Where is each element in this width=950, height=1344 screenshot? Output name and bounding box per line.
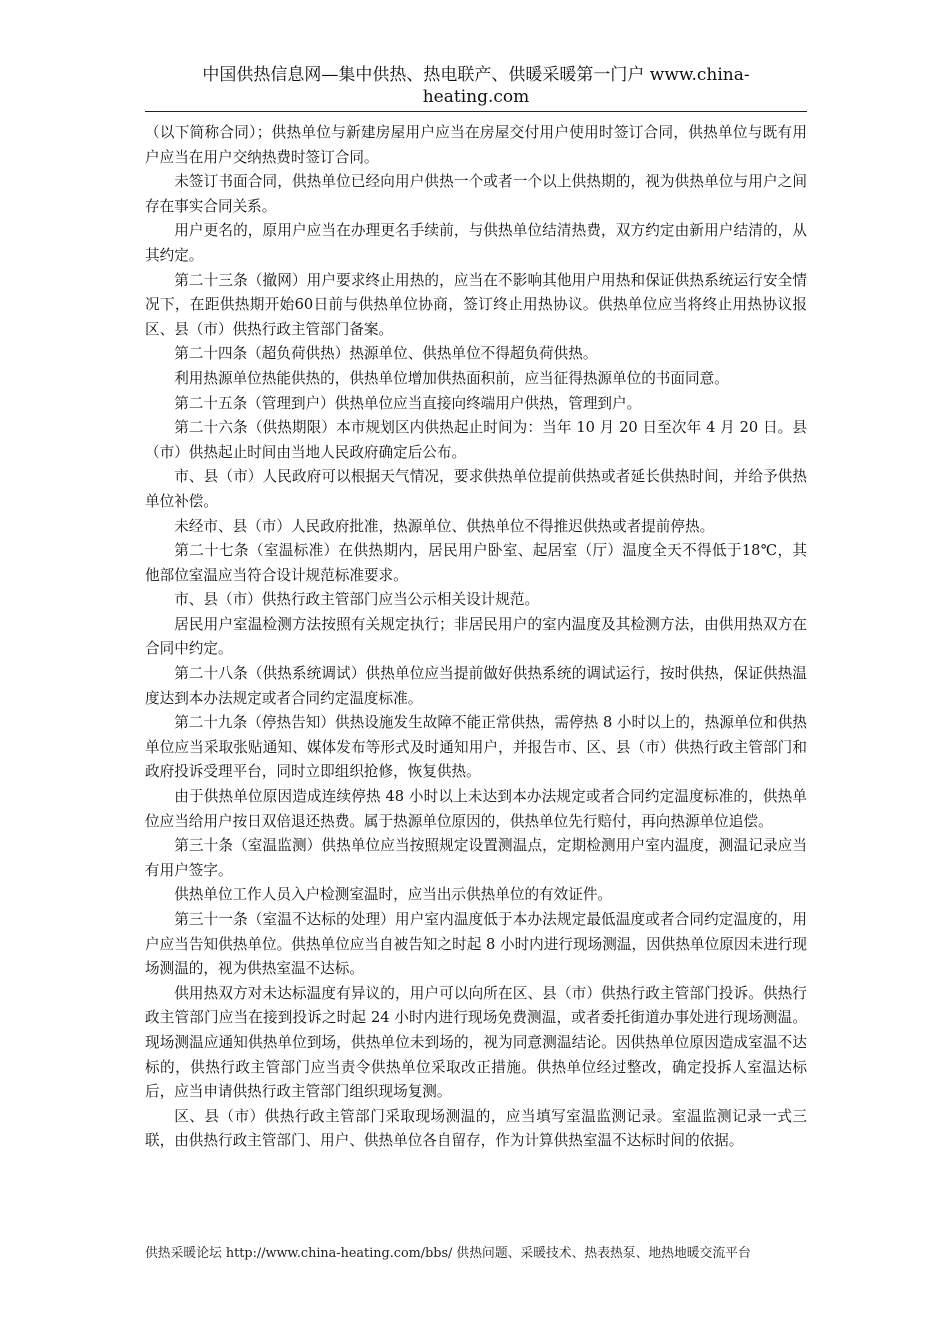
document-body [145, 121, 807, 1154]
article-26: 第二十六条（供热期限）本市规划区内供热起止时间为：当年 10 月 20 日至次年 4 月 20 日。县（市）供热起止时间由当地人民政府确定后公布。 [145, 419, 807, 461]
paragraph: 未经市、县（市）人民政府批准，热源单位、供热单位不得推迟供热或者提前停热。 [174, 517, 715, 535]
header-line-2: heating.com [422, 87, 530, 107]
paragraph: 利用热源单位热能供热的，供热单位增加供热面积前，应当征得热源单位的书面同意。 [174, 369, 729, 387]
page-header [145, 64, 807, 108]
paragraph: 居民用户室温检测方法按照有关规定执行；非居民用户的室内温度及其检测方法，由供用热双方在合同中约定。 [145, 615, 807, 658]
paragraph: 未签订书面合同，供热单位已经向用户供热一个或者一个以上供热期的，视为供热单位与用户之间存在事实合同关系。 [145, 173, 807, 215]
article-29: 第二十九条（停热告知）供热设施发生故障不能正常供热，需停热 8 小时以上的，热源单位和供热单位应当采取张贴通知、媒体发布等形式及时通知用户，并报告市、区、县（市）供热行政主管部门和政府投诉受理平台，同时立即组织抢修，恢复供热。 [145, 714, 807, 781]
paragraph: 区、县（市）供热行政主管部门采取现场测温的，应当填写室温监测记录。室温监测记录一式三联，由供热行政主管部门、用户、供热单位各自留存，作为计算供热室温不达标时间的依据。 [145, 1107, 807, 1150]
article-24: 第二十四条（超负荷供热）热源单位、供热单位不得超负荷供热。 [174, 345, 598, 363]
article-27: 第二十七条（室温标准）在供热期内，居民用户卧室、起居室（厅）温度全天不得低于18℃，其他部位室温应当符合设计规范标准要求。 [145, 542, 807, 584]
article-31: 第三十一条（室温不达标的处理）用户室内温度低于本办法规定最低温度或者合同约定温度的，用户应当告知供热单位。供热单位应当自被告知之时起 8 小时内进行现场测温，因供热单位原因未进行现场测温的，视为供热室温不达标。 [145, 911, 807, 978]
page-footer: 供热采暖论坛 http://www.china-heating.com/bbs/ 供热问题、采暖技术、热表热泵、地热地暖交流平台 [145, 1246, 751, 1261]
paragraph: 供热单位工作人员入户检测室温时，应当出示供热单位的有效证件。 [174, 886, 613, 904]
paragraph: 用户更名的，原用户应当在办理更名手续前，与供热单位结清热费，双方约定由新用户结清的，从其约定。 [145, 222, 807, 264]
header-divider [145, 111, 807, 112]
article-25: 第二十五条（管理到户）供热单位应当直接向终端用户供热，管理到户。 [174, 394, 642, 412]
paragraph: 市、县（市）人民政府可以根据天气情况，要求供热单位提前供热或者延长供热时间，并给予供热单位补偿。 [145, 468, 807, 510]
paragraph: 供用热双方对未达标温度有异议的，用户可以向所在区、县（市）供热行政主管部门投诉。供热行政主管部门应当在接到投诉之时起 24 小时内进行现场免费测温，或者委托街道办事处进行现场测温。现场测温应通知供热单位到场，供热单位未到场的，视为同意测温结论。因供热单位原因造成室温不达标的，供热行政主管部门应当责令供热单位采取改正措施。供热单位经过整改，确定投拆人室温达标后，应当申请供热行政主管部门组织现场复测。 [145, 984, 807, 1101]
article-30: 第三十条（室温监测）供热单位应当按照规定设置测温点，定期检测用户室内温度，测温记录应当有用户签字。 [145, 837, 807, 879]
article-23: 第二十三条（撤网）用户要求终止用热的，应当在不影响其他用户用热和保证供热系统运行安全情况下，在距供热期开始60日前与供热单位协商，签订终止用热协议。供热单位应当将终止用热协议报区、县（市）供热行政主管部门备案。 [145, 271, 807, 338]
paragraph: 由于供热单位原因造成连续停热 48 小时以上未达到本办法规定或者合同约定温度标准的，供热单位应当给用户按日双倍退还热费。属于热源单位原因的，供热单位先行赔付，再向热源单位追偿。 [145, 788, 807, 830]
article-28: 第二十八条（供热系统调试）供热单位应当提前做好供热系统的调试运行，按时供热，保证供热温度达到本办法规定或者合同约定温度标准。 [145, 665, 807, 707]
header-line-1: 中国供热信息网—集中供热、热电联产、供暖采暖第一门户 www.china- [202, 65, 750, 85]
paragraph: 市、县（市）供热行政主管部门应当公示相关设计规范。 [174, 591, 540, 609]
paragraph-continuation: （以下简称合同）；供热单位与新建房屋用户应当在房屋交付用户使用时签订合同，供热单位与既有用户应当在用户交纳热费时签订合同。 [145, 124, 807, 166]
